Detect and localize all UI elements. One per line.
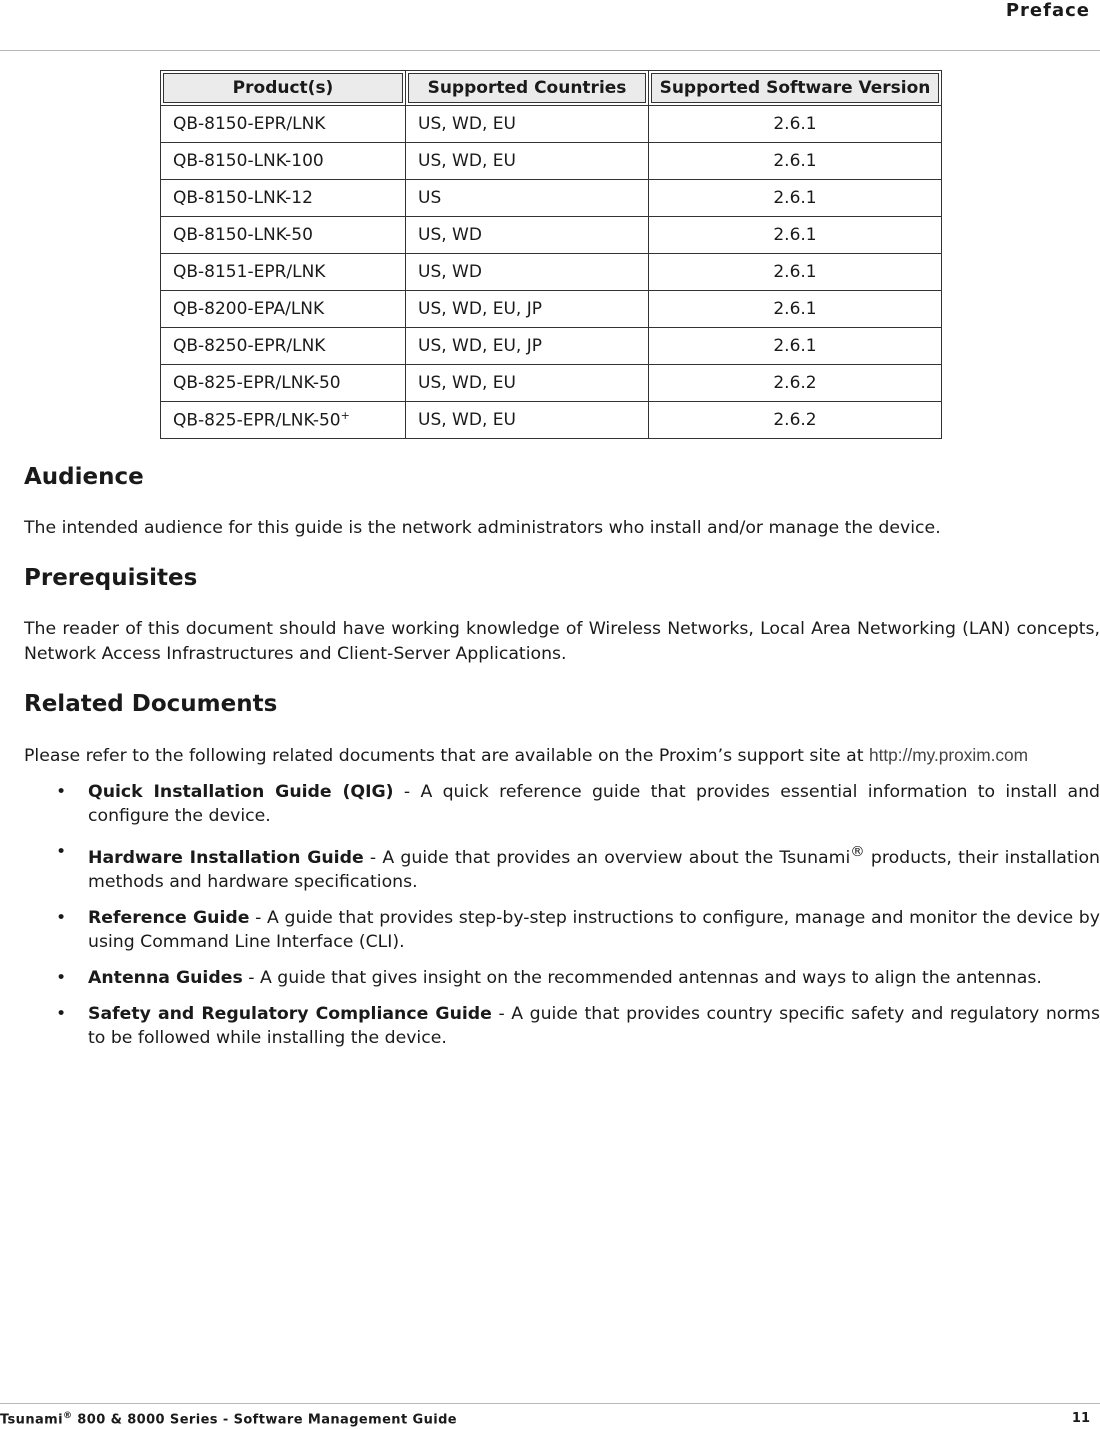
footer-guide-title bbox=[0, 1411, 457, 1427]
list-item bbox=[56, 840, 1100, 894]
column-header-countries: Supported Countries bbox=[406, 71, 649, 106]
table-row bbox=[161, 328, 942, 365]
table-row bbox=[161, 402, 942, 439]
footer-title-text: 800 & 8000 Series - Software Management Guide bbox=[72, 1412, 458, 1428]
bullet-icon: • bbox=[56, 782, 67, 802]
table-row bbox=[161, 143, 942, 180]
prerequisites-text: The reader of this document should have working knowledge of Wireless Networks, Local Area Networking (LAN) concepts, Network Access Infrastructures and Client-Server Applications. bbox=[24, 619, 1100, 664]
list-item bbox=[56, 906, 1100, 954]
countries-cell: US, WD, EU bbox=[406, 402, 649, 439]
document-description: - A guide that gives insight on the recommended antennas and ways to align the antennas. bbox=[242, 967, 1042, 988]
table-row bbox=[161, 180, 942, 217]
related-documents-list bbox=[56, 780, 1100, 1062]
document-title: Safety and Regulatory Compliance Guide bbox=[88, 1003, 492, 1024]
version-cell: 2.6.1 bbox=[649, 291, 942, 328]
document-description: - A guide that provides step-by-step instructions to configure, manage and monitor the device by using Command Line Interface (CLI). bbox=[88, 907, 1100, 952]
product-cell bbox=[161, 402, 406, 439]
prerequisites-heading: Prerequisites bbox=[24, 565, 198, 591]
proxim-support-link[interactable]: http://my.proxim.com bbox=[868, 745, 1029, 765]
product-superscript: + bbox=[340, 409, 350, 423]
countries-cell: US bbox=[406, 180, 649, 217]
countries-cell: US, WD, EU bbox=[406, 143, 649, 180]
version-cell: 2.6.1 bbox=[649, 217, 942, 254]
version-cell: 2.6.1 bbox=[649, 180, 942, 217]
footer-divider bbox=[0, 1403, 1100, 1404]
document-description: - A guide that provides an overview about the Tsunami bbox=[363, 847, 851, 868]
product-cell: QB-8150-LNK-12 bbox=[161, 180, 406, 217]
product-cell: QB-8200-EPA/LNK bbox=[161, 291, 406, 328]
product-cell: QB-8250-EPR/LNK bbox=[161, 328, 406, 365]
column-header-version: Supported Software Version bbox=[649, 71, 942, 106]
bullet-icon: • bbox=[56, 967, 67, 988]
document-description: - A guide that provides country specific safety and regulatory norms to be followed while installing the device. bbox=[88, 1003, 1100, 1048]
product-cell: QB-825-EPR/LNK-50 bbox=[161, 365, 406, 402]
related-documents-section bbox=[24, 691, 1100, 769]
registered-mark: ® bbox=[850, 844, 865, 860]
footer-registered-mark: ® bbox=[62, 1411, 73, 1421]
table-row bbox=[161, 254, 942, 291]
product-cell: QB-8150-LNK-50 bbox=[161, 217, 406, 254]
table-row bbox=[161, 106, 942, 143]
list-item bbox=[56, 780, 1100, 828]
version-cell: 2.6.1 bbox=[649, 254, 942, 291]
table-row bbox=[161, 291, 942, 328]
related-documents-heading: Related Documents bbox=[24, 691, 278, 717]
version-cell: 2.6.2 bbox=[649, 365, 942, 402]
document-description-cont: products, their installation methods and hardware specifications. bbox=[88, 847, 1100, 892]
table-row bbox=[161, 217, 942, 254]
countries-cell: US, WD bbox=[406, 217, 649, 254]
bullet-icon: • bbox=[56, 1003, 67, 1024]
countries-cell: US, WD, EU, JP bbox=[406, 328, 649, 365]
version-cell: 2.6.1 bbox=[649, 106, 942, 143]
audience-text: The intended audience for this guide is the network administrators who install and/or manage the device. bbox=[24, 518, 941, 538]
audience-section bbox=[24, 464, 1100, 541]
countries-cell: US, WD bbox=[406, 254, 649, 291]
header-divider bbox=[0, 50, 1100, 51]
table-row bbox=[161, 365, 942, 402]
list-item bbox=[56, 966, 1100, 990]
products-table bbox=[160, 70, 942, 439]
prerequisites-section bbox=[24, 565, 1100, 667]
bullet-icon: • bbox=[56, 842, 67, 862]
footer-brand: Tsunami bbox=[0, 1412, 63, 1428]
version-cell: 2.6.1 bbox=[649, 143, 942, 180]
countries-cell: US, WD, EU bbox=[406, 106, 649, 143]
version-cell: 2.6.2 bbox=[649, 402, 942, 439]
product-cell: QB-8151-EPR/LNK bbox=[161, 254, 406, 291]
page-number: 11 bbox=[1071, 1411, 1090, 1426]
product-cell: QB-8150-LNK-100 bbox=[161, 143, 406, 180]
list-item bbox=[56, 1002, 1100, 1050]
bullet-icon: • bbox=[56, 907, 67, 928]
related-documents-intro bbox=[24, 743, 1100, 769]
document-title: Antenna Guides bbox=[88, 967, 243, 988]
version-cell: 2.6.1 bbox=[649, 328, 942, 365]
countries-cell: US, WD, EU bbox=[406, 365, 649, 402]
column-header-products: Product(s) bbox=[161, 71, 406, 106]
related-intro-text: Please refer to the following related documents that are available on the Proxim’s support site at bbox=[24, 746, 869, 766]
document-title: Hardware Installation Guide bbox=[88, 847, 364, 868]
product-cell: QB-8150-EPR/LNK bbox=[161, 106, 406, 143]
document-title: Quick Installation Guide (QIG) bbox=[88, 782, 394, 802]
document-title: Reference Guide bbox=[88, 907, 250, 928]
product-name: QB-825-EPR/LNK-50 bbox=[173, 410, 341, 431]
document-description: - A quick reference guide that provides essential information to install and configure the device. bbox=[88, 782, 1100, 826]
page-header-title: Preface bbox=[1005, 0, 1090, 21]
audience-heading: Audience bbox=[24, 464, 144, 490]
countries-cell: US, WD, EU, JP bbox=[406, 291, 649, 328]
table-header-row bbox=[161, 71, 942, 106]
